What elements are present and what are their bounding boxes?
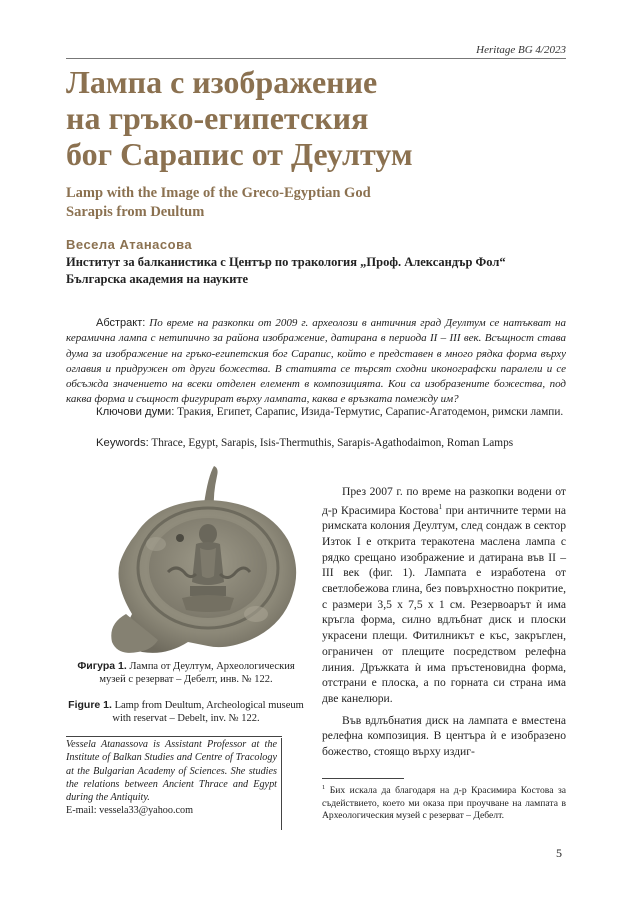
footnote-text: Бих искала да благодаря на д-р Красимира Костова за съдействието, което ми оказа при проучване на лампата в Археологическия музей с резерват – Дебелт. [322, 785, 566, 822]
keywords-english [66, 436, 566, 451]
page-number: 5 [556, 846, 562, 860]
english-title [66, 184, 546, 222]
figure-caption-en-label: Figure 1. [68, 699, 112, 711]
figure-caption-en-text: Lamp from Deultum, Archeological museum with reservat – Debelt, inv. № 122. [111, 700, 304, 724]
author-affiliation [66, 254, 566, 288]
footnote-rule [322, 778, 404, 779]
title-line-1: Лампа с изображение [66, 64, 378, 100]
keywords-en-label: Keywords: [96, 437, 149, 449]
title-line-2: на гръко-египетския [66, 100, 369, 136]
paragraph-1-start: През 2007 г. по време на разкопки водени от д-р Красимира Костова [322, 485, 566, 517]
bio-rule [66, 736, 282, 737]
lamp-photo [96, 464, 306, 659]
paragraph-1-rest: при античните терми на римската колония Деултум, след сондаж в сектор Изток I е открита теракотена маслена лампа с рядко срещано изображение и датирана във II – III век (фиг. 1). Лампата е изработена от светлобежова глина, без повърхностно покритие, с размери 3,5 х 7,5 х 1 см. Резервоарът ѝ има кръгла форма, силно вдлъбнат диск и плоски украсени плещи. Фитилникът е къс, закръглен, ограничен от плещите посредством релефна линия. Дръжката ѝ има пръстеновидна форма, отстрани е плоска, а по горната си страна има две канелюри. [322, 503, 566, 705]
keywords-bg-text: Тракия, Египет, Сарапис, Изида-Термутис, Сарапис-Агатодемон, римски лампи. [174, 406, 564, 418]
title-line-3: бог Сарапис от Деултум [66, 136, 413, 172]
english-title-line-1: Lamp with the Image of the Greco-Egyptian God [66, 185, 371, 201]
body-text [322, 484, 566, 760]
running-header: Heritage BG 4/2023 [476, 44, 566, 56]
author-bio-text: Vessela Atanassova is Assistant Professor at the Institute of Balkan Studies and Centre of Tracology at the Bulgarian Academy of Sciences. She studies the relations between Ancient Thrace and Egypt during the Antiquity. [66, 739, 277, 804]
lamp-image [96, 464, 306, 659]
header-rule [66, 58, 566, 59]
footnote [322, 782, 566, 823]
abstract-text: По време на разкопки от 2009 г. археолози в античния град Деултум се натъкват на керамична лампа с нетипично за района изображение, датирана в периода II – III век. Всъщност става дума за изображение на гръко-египетския бог Сарапис, който е представен в много рядка форма върху оглавия и придружен от други божества. В статията се търсят сходни иконографски паралели и се обсъжда значението на всеки отделен елемент в композицията. Кои са изобразените божества, под каква форма и същност фигурират върху лампата, каква е връзката помежду им? [66, 317, 567, 406]
keywords-bulgarian [66, 405, 566, 420]
paragraph-1 [322, 484, 566, 707]
article-title [66, 64, 586, 172]
affiliation-institute: Институт за балканистика с Център по тракология „Проф. Александър Фол“ [66, 255, 506, 269]
abstract-label: Абстракт: [96, 317, 146, 329]
affiliation-academy: Българска академия на науките [66, 272, 249, 286]
figure-caption-en [66, 699, 306, 725]
keywords-en-text: Thrace, Egypt, Sarapis, Isis-Thermuthis, Sarapis-Agathodaimon, Roman Lamps [148, 437, 514, 449]
author-bio [66, 738, 282, 830]
figure-caption-bg-label: Фигура 1. [77, 660, 127, 672]
author-email: E-mail: vessela33@yahoo.com [66, 805, 194, 817]
keywords-bg-label: Ключови думи: [96, 406, 175, 418]
figure-caption-bg-text: Лампа от Деултум, Археологическия музей с резерват – Дебелт, инв. № 122. [99, 661, 295, 685]
abstract [66, 316, 566, 408]
english-title-line-2: Sarapis from Deultum [66, 204, 205, 220]
author-name: Весела Атанасова [66, 237, 193, 252]
paragraph-2: Във вдлъбнатия диск на лампата е вместена релефна композиция. В центъра ѝ е изобразено божество, стоящо върху издиг- [322, 713, 566, 759]
figure-caption-bg [66, 660, 306, 686]
footnote-ref: 1 [438, 502, 443, 511]
footnote-number: 1 [322, 784, 326, 791]
